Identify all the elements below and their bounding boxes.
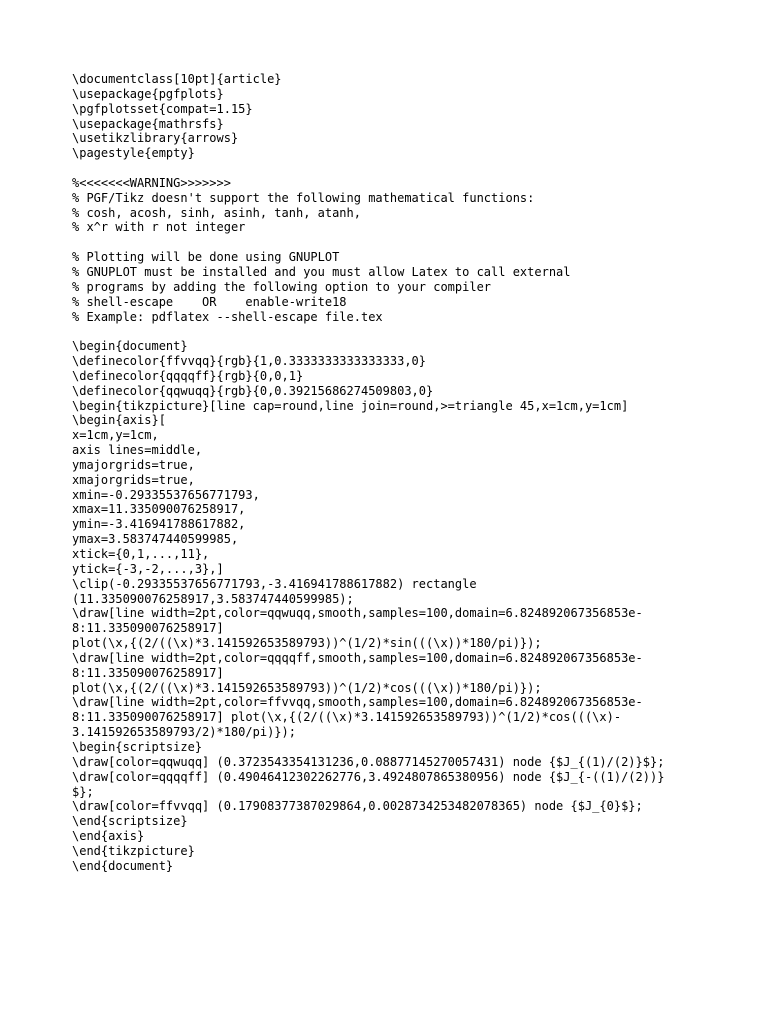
code-line: % GNUPLOT must be installed and you must allow Latex to call external — [72, 264, 571, 279]
code-block-preamble — [72, 72, 692, 161]
code-line: \definecolor{qqwuqq}{rgb}{0,0.39215686274509803,0} — [72, 383, 434, 398]
code-line: \clip(-0.29335537656771793,-3.416941788617882) rectangle — [72, 576, 477, 591]
code-line: %<<<<<<<WARNING>>>>>>> — [72, 175, 231, 190]
code-line: \begin{axis}[ — [72, 413, 166, 428]
code-line: 3.141592653589793/2)*180/pi)}); — [72, 725, 296, 740]
code-line: ymax=3.583747440599985, — [72, 532, 239, 547]
code-line: ytick={-3,-2,...,3},] — [72, 561, 224, 576]
code-line: \begin{scriptsize} — [72, 739, 203, 754]
code-line: 8:11.335090076258917] plot(\x,{(2/((\x)*3.141592653589793))^(1/2)*cos(((\x)- — [72, 710, 622, 725]
code-line: xmax=11.335090076258917, — [72, 502, 246, 517]
code-line: % cosh, acosh, sinh, asinh, tanh, atanh, — [72, 205, 361, 220]
code-line: \draw[line width=2pt,color=qqqqff,smooth,samples=100,domain=6.824892067356853e- — [72, 650, 643, 665]
code-line: \begin{tikzpicture}[line cap=round,line join=round,>=triangle 45,x=1cm,y=1cm] — [72, 398, 629, 413]
code-line: \end{document} — [72, 858, 174, 873]
code-line: % programs by adding the following option to your compiler — [72, 279, 492, 294]
code-line: % x^r with r not integer — [72, 220, 246, 235]
code-line: x=1cm,y=1cm, — [72, 428, 159, 443]
code-line: \end{axis} — [72, 829, 145, 844]
code-line: \draw[color=ffvvqq] (0.17908377387029864,0.0028734253482078365) node {$J_{0}$}; — [72, 799, 643, 814]
code-line: (11.335090076258917,3.583747440599985); — [72, 591, 354, 606]
code-line: xmajorgrids=true, — [72, 472, 195, 487]
code-line: xmin=-0.29335537656771793, — [72, 487, 260, 502]
code-line: \draw[color=qqwuqq] (0.3723543354131236,0.08877145270057431) node {$J_{(1)/(2)}$}; — [72, 754, 665, 769]
code-line: $}; — [72, 784, 94, 799]
code-block-gnuplot-comment — [72, 250, 692, 324]
code-line: ymajorgrids=true, — [72, 457, 195, 472]
code-line: \usetikzlibrary{arrows} — [72, 131, 239, 146]
code-line: \end{scriptsize} — [72, 814, 188, 829]
code-line: ymin=-3.416941788617882, — [72, 517, 246, 532]
code-line: 8:11.335090076258917] — [72, 665, 224, 680]
latex-source — [72, 72, 692, 874]
code-line: \pgfplotsset{compat=1.15} — [72, 101, 253, 116]
code-line: \definecolor{qqqqff}{rgb}{0,0,1} — [72, 368, 304, 383]
code-line: \documentclass[10pt]{article} — [72, 72, 282, 86]
code-line: 8:11.335090076258917] — [72, 621, 224, 636]
code-line: % Example: pdflatex --shell-escape file.tex — [72, 309, 383, 324]
code-line: \usepackage{pgfplots} — [72, 86, 224, 101]
code-line: \draw[line width=2pt,color=qqwuqq,smooth,samples=100,domain=6.824892067356853e- — [72, 606, 643, 621]
code-line: \definecolor{ffvvqq}{rgb}{1,0.3333333333333333,0} — [72, 354, 427, 369]
code-line: \begin{document} — [72, 339, 188, 354]
code-line: axis lines=middle, — [72, 443, 203, 458]
code-line: \draw[color=qqqqff] (0.49046412302262776,3.4924807865380956) node {$J_{-((1)/(2))} — [72, 769, 665, 784]
code-line: \draw[line width=2pt,color=ffvvqq,smooth,samples=100,domain=6.824892067356853e- — [72, 695, 643, 710]
code-line: % shell-escape OR enable-write18 — [72, 294, 347, 309]
code-block-warning-comment — [72, 176, 692, 235]
code-block-document-body — [72, 339, 692, 873]
code-line: \pagestyle{empty} — [72, 146, 195, 161]
code-line: % Plotting will be done using GNUPLOT — [72, 250, 340, 265]
code-line: xtick={0,1,...,11}, — [72, 547, 210, 561]
code-line: \end{tikzpicture} — [72, 843, 195, 858]
code-line: plot(\x,{(2/((\x)*3.141592653589793))^(1/2)*cos(((\x))*180/pi)}); — [72, 680, 542, 695]
code-line: \usepackage{mathrsfs} — [72, 116, 224, 131]
code-line: plot(\x,{(2/((\x)*3.141592653589793))^(1/2)*sin(((\x))*180/pi)}); — [72, 636, 542, 651]
code-line: % PGF/Tikz doesn't support the following mathematical functions: — [72, 190, 535, 205]
